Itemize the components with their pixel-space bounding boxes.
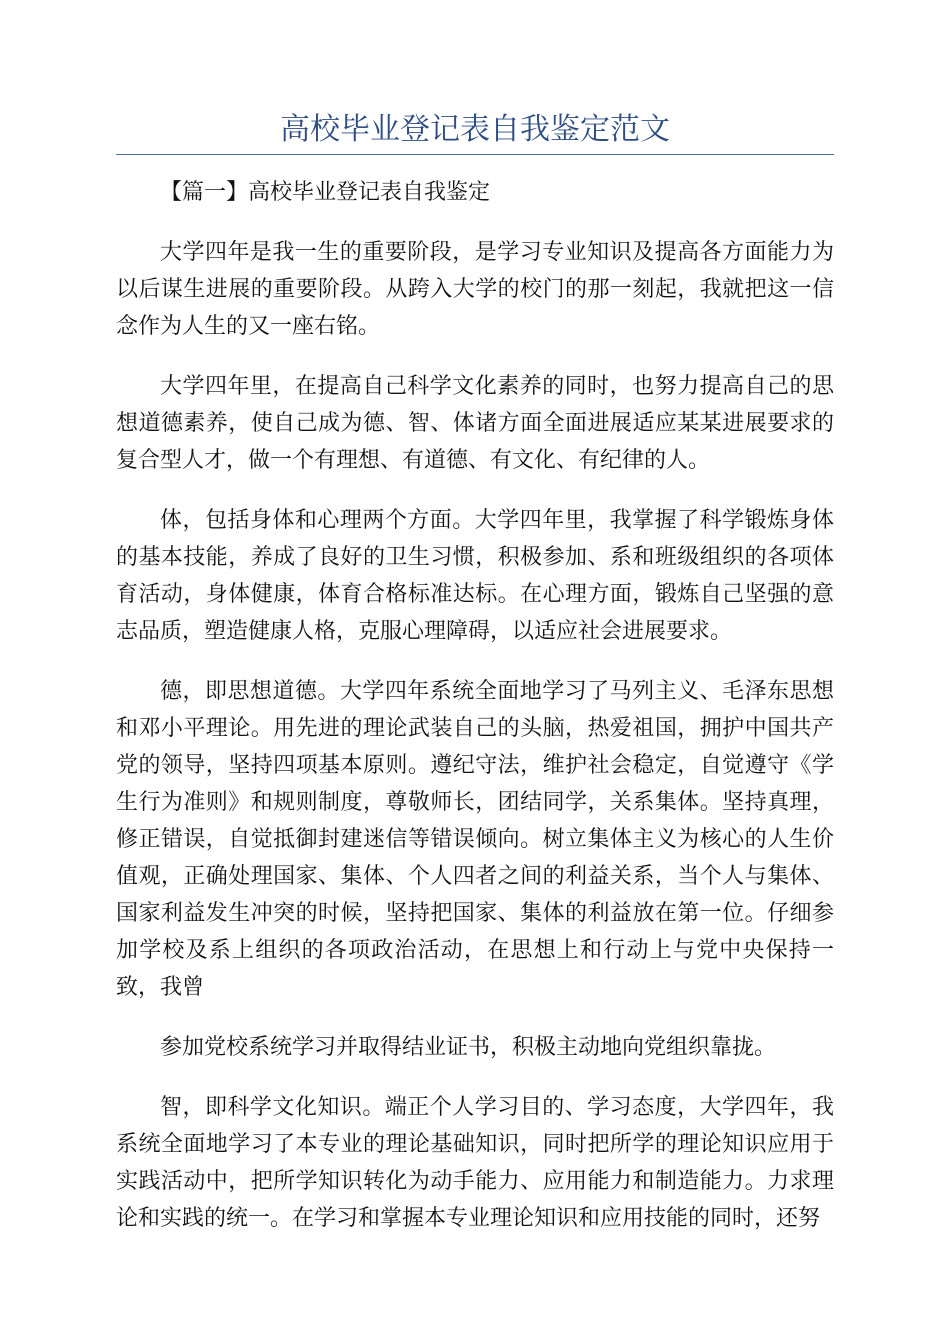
text-line: 党的领导，坚持四项基本原则。遵纪守法，维护社会稳定，自觉遵守《学 (116, 753, 834, 778)
text-line: 系统全面地学习了本专业的理论基础知识，同时把所学的理论知识应用于 (116, 1132, 834, 1157)
document-body (116, 174, 834, 1260)
body-paragraph (116, 368, 834, 479)
text-line: 智，即科学文化知识。端正个人学习目的、学习态度，大学四年，我 (160, 1095, 834, 1120)
body-paragraph (116, 502, 834, 650)
document-title: 高校毕业登记表自我鉴定范文 (280, 112, 670, 147)
text-line: 【篇一】高校毕业登记表自我鉴定 (160, 180, 491, 205)
text-line: 念作为人生的又一座右铭。 (116, 314, 381, 339)
body-paragraph (116, 234, 834, 345)
text-line: 修正错误，自觉抵御封建迷信等错误倾向。树立集体主义为核心的人生价 (116, 827, 834, 852)
text-line: 和邓小平理论。用先进的理论武装自己的头脑，热爱祖国，拥护中国共产 (116, 716, 834, 741)
text-line: 生行为准则》和规则制度，尊敬师长，团结同学，关系集体。坚持真理， (116, 790, 834, 815)
title-divider (116, 154, 834, 155)
text-line: 实践活动中，把所学知识转化为动手能力、应用能力和制造能力。力求理 (116, 1169, 834, 1194)
text-line: 加学校及系上组织的各项政治活动，在思想上和行动上与党中央保持一 (116, 938, 834, 963)
text-line: 论和实践的统一。在学习和掌握本专业理论知识和应用技能的同时，还努 (116, 1206, 821, 1231)
text-line: 参加党校系统学习并取得结业证书，积极主动地向党组织靠拢。 (160, 1035, 777, 1060)
text-line: 育活动，身体健康，体育合格标准达标。在心理方面，锻炼自己坚强的意 (116, 582, 834, 607)
text-line: 值观，正确处理国家、集体、个人四者之间的利益关系，当个人与集体、 (116, 864, 834, 889)
text-line: 复合型人才，做一个有理想、有道德、有文化、有纪律的人。 (116, 448, 711, 473)
text-line: 大学四年是我一生的重要阶段，是学习专业知识及提高各方面能力为 (160, 240, 834, 265)
body-paragraph (116, 673, 834, 1006)
text-line: 大学四年里，在提高自己科学文化素养的同时，也努力提高自己的思 (160, 374, 834, 399)
body-paragraph (116, 1089, 834, 1237)
text-line: 的基本技能，养成了良好的卫生习惯，积极参加、系和班级组织的各项体 (116, 545, 834, 570)
text-line: 德，即思想道德。大学四年系统全面地学习了马列主义、毛泽东思想 (160, 679, 834, 704)
text-line: 体，包括身体和心理两个方面。大学四年里，我掌握了科学锻炼身体 (160, 508, 834, 533)
text-line: 以后谋生进展的重要阶段。从跨入大学的校门的那一刻起，我就把这一信 (116, 277, 834, 302)
text-line: 志品质，塑造健康人格，克服心理障碍，以适应社会进展要求。 (116, 619, 733, 644)
section-heading (116, 174, 834, 211)
text-line: 致，我曾 (116, 975, 205, 1000)
body-paragraph (116, 1029, 834, 1066)
text-line: 国家利益发生冲突的时候，坚持把国家、集体的利益放在第一位。仔细参 (116, 901, 834, 926)
text-line: 想道德素养，使自己成为德、智、体诸方面全面进展适应某某进展要求的 (116, 411, 834, 436)
